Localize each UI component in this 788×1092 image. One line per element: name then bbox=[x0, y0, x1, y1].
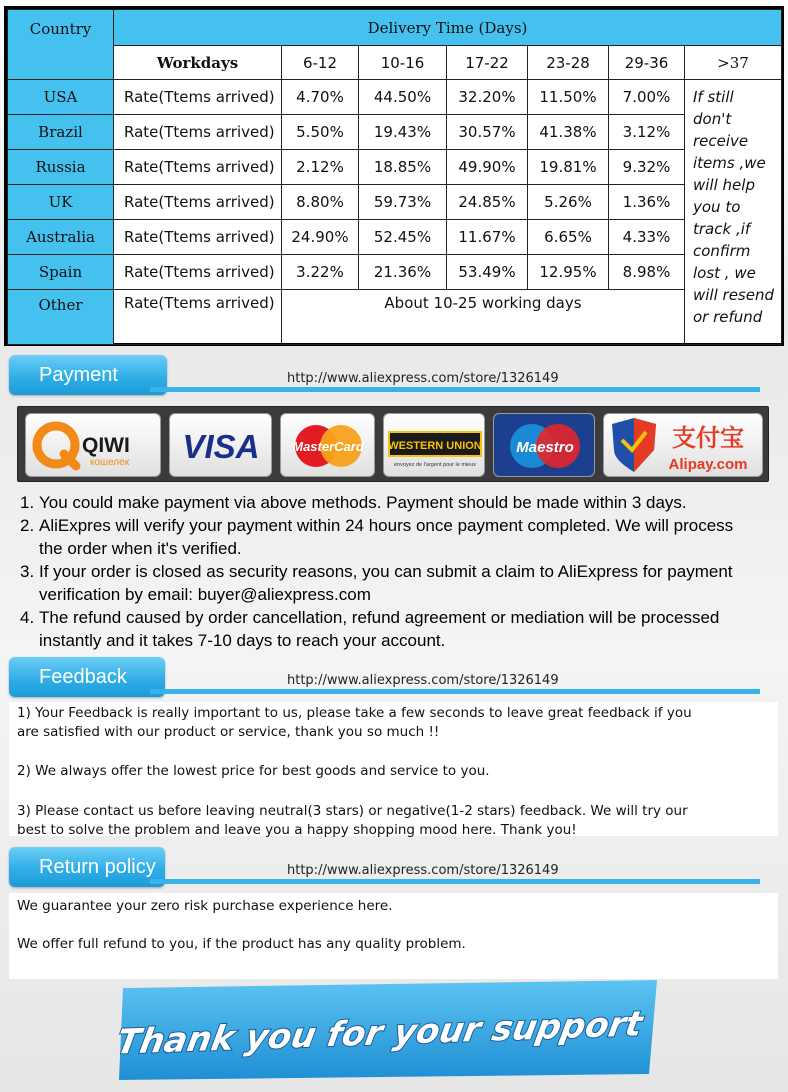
rate-value-cell: 49.90% bbox=[447, 150, 528, 185]
table-row bbox=[8, 220, 782, 255]
table-row bbox=[8, 115, 782, 150]
return-policy-line: We guarantee your zero risk purchase experience here. bbox=[17, 898, 393, 914]
rate-value-cell: 3.22% bbox=[282, 255, 359, 290]
payment-term-item bbox=[20, 560, 760, 606]
delivery-note-line: will resend bbox=[693, 286, 775, 304]
bucket-header: 6-12 bbox=[282, 46, 359, 80]
payment-term-line: the order when it's verified. bbox=[39, 539, 242, 558]
payment-term-number: 2. bbox=[20, 516, 35, 535]
other-delivery-cell: About 10-25 working days bbox=[282, 290, 685, 345]
payment-term-item bbox=[20, 514, 760, 560]
country-cell: USA bbox=[8, 80, 114, 115]
country-cell: UK bbox=[8, 185, 114, 220]
alipay-cn-text: 支付宝 bbox=[672, 424, 744, 452]
rate-value-cell: 18.85% bbox=[359, 150, 447, 185]
return-policy-tab: Return policy bbox=[9, 847, 165, 887]
feedback-line: 2) We always offer the lowest price for best goods and service to you. bbox=[17, 763, 490, 779]
delivery-note-line: track ,if bbox=[693, 220, 751, 238]
country-cell: Brazil bbox=[8, 115, 114, 150]
western-union-text: WESTERN UNION bbox=[388, 440, 482, 452]
delivery-note-line: you to bbox=[693, 198, 741, 216]
table-row bbox=[8, 185, 782, 220]
bucket-header: >37 bbox=[685, 46, 782, 80]
country-header: Country bbox=[8, 10, 114, 80]
rate-value-cell: 5.50% bbox=[282, 115, 359, 150]
payment-term-line: The refund caused by order cancellation, refund agreement or mediation will be processed bbox=[39, 608, 720, 627]
rate-value-cell: 2.12% bbox=[282, 150, 359, 185]
delivery-note-line: If still bbox=[693, 88, 734, 106]
table-row bbox=[8, 255, 782, 290]
alipay-icon bbox=[604, 414, 763, 477]
visa-icon bbox=[170, 414, 272, 477]
payment-term-line: instantly and it takes 7-10 days to reach your account. bbox=[39, 631, 446, 650]
mastercard-logo bbox=[280, 413, 375, 477]
rate-value-cell: 8.98% bbox=[609, 255, 685, 290]
maestro-text: Maestro bbox=[516, 439, 574, 456]
bucket-header: 17-22 bbox=[447, 46, 528, 80]
rate-value-cell: 4.33% bbox=[609, 220, 685, 255]
rate-value-cell: 12.95% bbox=[528, 255, 609, 290]
rate-value-cell: 9.32% bbox=[609, 150, 685, 185]
bucket-header: 29-36 bbox=[609, 46, 685, 80]
rate-label-cell: Rate(Ttems arrived) bbox=[114, 185, 282, 220]
rate-label-cell: Rate(Ttems arrived) bbox=[114, 220, 282, 255]
return-policy-divider bbox=[150, 879, 760, 884]
delivery-note-line: items ,we bbox=[693, 154, 766, 172]
delivery-note-line: lost , we bbox=[693, 264, 756, 282]
rate-value-cell: 19.43% bbox=[359, 115, 447, 150]
rate-value-cell: 19.81% bbox=[528, 150, 609, 185]
qiwi-subtext: кошелек bbox=[90, 457, 130, 468]
visa-logo bbox=[169, 413, 272, 477]
table-title: Delivery Time (Days) bbox=[114, 10, 782, 46]
maestro-icon bbox=[494, 414, 595, 477]
feedback-store-url[interactable]: http://www.aliexpress.com/store/1326149 bbox=[287, 673, 559, 688]
payment-store-url[interactable]: http://www.aliexpress.com/store/1326149 bbox=[287, 371, 559, 386]
western-union-subtext: envoyez de l'argent pour le mieux bbox=[393, 462, 477, 468]
return-policy-box bbox=[9, 893, 778, 979]
delivery-note-line: receive bbox=[693, 132, 749, 150]
thank-you-text: Thank you for your support bbox=[117, 1004, 646, 1063]
country-cell: Russia bbox=[8, 150, 114, 185]
workdays-label: Workdays bbox=[114, 46, 282, 80]
rate-label-cell: Rate(Ttems arrived) bbox=[114, 150, 282, 185]
maestro-logo bbox=[493, 413, 595, 477]
alipay-logo bbox=[603, 413, 763, 477]
rate-value-cell: 52.45% bbox=[359, 220, 447, 255]
western-union-logo bbox=[383, 413, 485, 477]
western-union-icon bbox=[384, 414, 485, 477]
table-row bbox=[8, 80, 782, 115]
bucket-header: 23-28 bbox=[528, 46, 609, 80]
thank-you-banner bbox=[117, 980, 665, 1080]
payment-term-line: AliExpres will verify your payment within 24 hours once payment completed. We will process bbox=[39, 516, 734, 535]
return-policy-store-url[interactable]: http://www.aliexpress.com/store/1326149 bbox=[287, 863, 559, 878]
payment-term-number: 3. bbox=[20, 562, 35, 581]
rate-label-cell: Rate(Ttems arrived) bbox=[114, 255, 282, 290]
delivery-note-line: or refund bbox=[693, 308, 763, 326]
bucket-header: 10-16 bbox=[359, 46, 447, 80]
rate-value-cell: 30.57% bbox=[447, 115, 528, 150]
rate-label-cell: Rate(Ttems arrived) bbox=[114, 115, 282, 150]
feedback-line: are satisfied with our product or service, thank you so much !! bbox=[17, 724, 440, 740]
feedback-box bbox=[9, 702, 778, 836]
rate-value-cell: 4.70% bbox=[282, 80, 359, 115]
qiwi-logo bbox=[25, 413, 161, 477]
table-row bbox=[8, 150, 782, 185]
feedback-line: 3) Please contact us before leaving neutral(3 stars) or negative(1-2 stars) feedback. We will try our bbox=[17, 803, 688, 819]
rate-value-cell: 21.36% bbox=[359, 255, 447, 290]
rate-value-cell: 5.26% bbox=[528, 185, 609, 220]
rate-value-cell: 32.20% bbox=[447, 80, 528, 115]
rate-value-cell: 8.80% bbox=[282, 185, 359, 220]
country-cell: Other bbox=[8, 290, 114, 345]
rate-value-cell: 6.65% bbox=[528, 220, 609, 255]
rate-value-cell: 24.85% bbox=[447, 185, 528, 220]
feedback-divider bbox=[150, 689, 760, 694]
rate-value-cell: 59.73% bbox=[359, 185, 447, 220]
payment-methods-strip bbox=[17, 406, 769, 482]
delivery-note-line: confirm bbox=[693, 242, 751, 260]
rate-value-cell: 7.00% bbox=[609, 80, 685, 115]
qiwi-text: QIWI bbox=[82, 434, 130, 457]
rate-value-cell: 11.50% bbox=[528, 80, 609, 115]
delivery-note-line: don't bbox=[693, 110, 732, 128]
delivery-time-table bbox=[4, 6, 784, 346]
payment-divider bbox=[150, 387, 760, 392]
rate-value-cell: 24.90% bbox=[282, 220, 359, 255]
feedback-line: 1) Your Feedback is really important to us, please take a few seconds to leave great feedback if you bbox=[17, 705, 692, 721]
alipay-text: Alipay.com bbox=[668, 456, 748, 473]
delivery-note bbox=[685, 80, 782, 345]
rate-value-cell: 44.50% bbox=[359, 80, 447, 115]
table-row bbox=[8, 290, 782, 345]
payment-term-number: 4. bbox=[20, 608, 35, 627]
rate-value-cell: 1.36% bbox=[609, 185, 685, 220]
delivery-note-line: will help bbox=[693, 176, 755, 194]
country-cell: Australia bbox=[8, 220, 114, 255]
feedback-line: best to solve the problem and leave you a happy shopping mood here. Thank you! bbox=[17, 822, 577, 838]
qiwi-icon bbox=[26, 414, 161, 477]
payment-term-number: 1. bbox=[20, 493, 35, 512]
rate-label-cell: Rate(Ttems arrived) bbox=[114, 290, 282, 345]
feedback-tab: Feedback bbox=[9, 657, 165, 697]
payment-terms-list bbox=[20, 491, 760, 652]
payment-term-line: You could make payment via above methods. Payment should be made within 3 days. bbox=[39, 493, 687, 512]
mastercard-text: MasterCard bbox=[292, 439, 364, 454]
country-cell: Spain bbox=[8, 255, 114, 290]
rate-value-cell: 11.67% bbox=[447, 220, 528, 255]
visa-text: VISA bbox=[182, 428, 260, 465]
rate-value-cell: 41.38% bbox=[528, 115, 609, 150]
thank-you-banner-graphic bbox=[117, 980, 665, 1080]
mastercard-icon bbox=[281, 414, 375, 477]
return-policy-line: We offer full refund to you, if the product has any quality problem. bbox=[17, 936, 466, 952]
payment-term-line: verification by email: buyer@aliexpress.com bbox=[39, 585, 371, 604]
rate-value-cell: 53.49% bbox=[447, 255, 528, 290]
payment-term-item bbox=[20, 491, 760, 514]
rate-label-cell: Rate(Ttems arrived) bbox=[114, 80, 282, 115]
payment-tab: Payment bbox=[9, 355, 167, 395]
payment-term-line: If your order is closed as security reasons, you can submit a claim to AliExpress for payment bbox=[39, 562, 733, 581]
payment-term-item bbox=[20, 606, 760, 652]
rate-value-cell: 3.12% bbox=[609, 115, 685, 150]
